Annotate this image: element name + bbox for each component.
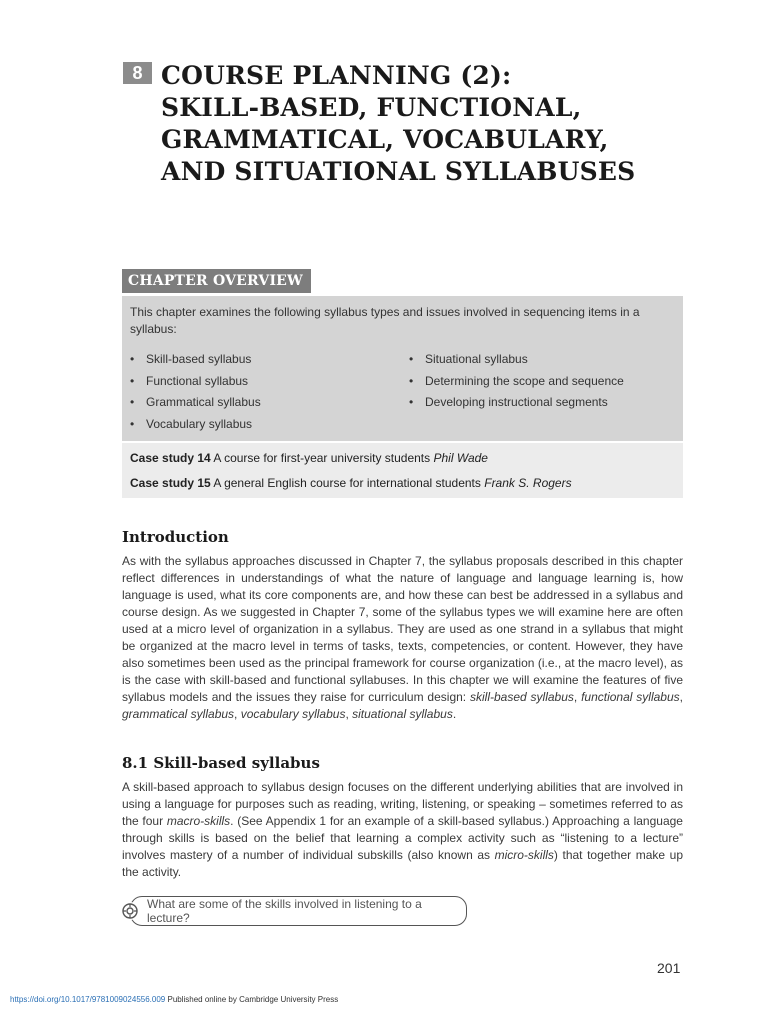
overview-intro: This chapter examines the following syllabus types and issues involved in sequencing items in a syllabus: bbox=[130, 305, 640, 336]
chapter-title-line: COURSE PLANNING (2): bbox=[161, 61, 512, 90]
case-study-label: Case study 15 bbox=[130, 476, 211, 490]
list-item: • Skill-based syllabus bbox=[130, 352, 252, 366]
case-study-author: Phil Wade bbox=[433, 451, 488, 465]
list-item: • Vocabulary syllabus bbox=[130, 416, 253, 431]
bullet-icon: • bbox=[409, 395, 414, 409]
term: micro-skills bbox=[494, 848, 554, 862]
case-study-row bbox=[130, 475, 675, 500]
chapter-number: 8 bbox=[123, 62, 152, 84]
bullet-icon: • bbox=[130, 352, 135, 366]
bullet-icon: • bbox=[130, 395, 135, 409]
page-number: 201 bbox=[657, 960, 681, 976]
case-studies-box bbox=[122, 443, 683, 498]
case-study-text: A general English course for international students bbox=[213, 476, 481, 490]
doi-link[interactable]: https://doi.org/10.1017/9781009024556.009 bbox=[10, 995, 166, 1004]
syllabus-term: skill-based syllabus bbox=[469, 690, 574, 704]
chapter-overview-label: CHAPTER OVERVIEW bbox=[122, 269, 311, 293]
introduction-body: As with the syllabus approaches discussed in Chapter 7, the syllabus proposals described in this chapter reflect differences in understandings of what the nature of language and language learning is, how language is used, what its core components are, and how these can best be addressed in a syllabus and course design. As we suggested in Chapter 7, some of the syllabus types we will examine here are often used at a micro level of organization in a syllabus. They are used as one strand in a syllabus that might be organized at the macro level in terms of tasks, texts, competencies, or content. However, they have also sometimes been used as the principal framework for course organization (i.e., at the macro level), as is the case with skill-based and functional syllabuses. In this chapter we will examine the features of five syllabus models and the issues they raise for curriculum design: skill-based syllabus, functional syllabus, grammatical syllabus, vocabulary syllabus, situational syllabus. bbox=[122, 554, 683, 721]
bullet-icon: • bbox=[130, 373, 135, 388]
bullet-icon: • bbox=[409, 352, 414, 366]
section-8-1-heading: 8.1 Skill-based syllabus bbox=[122, 754, 320, 772]
chapter-title bbox=[161, 60, 721, 188]
bullet-icon: • bbox=[409, 373, 414, 388]
list-item: • Functional syllabus bbox=[130, 373, 249, 388]
syllabus-term: vocabulary syllabus bbox=[240, 707, 346, 721]
introduction-heading: Introduction bbox=[122, 528, 229, 546]
list-item: • Determining the scope and sequence bbox=[409, 373, 624, 388]
chapter-title-line: SKILL-BASED, FUNCTIONAL, bbox=[161, 93, 582, 122]
discussion-icon bbox=[121, 902, 139, 920]
overview-bullets-left bbox=[130, 351, 261, 437]
reflection-question-text: What are some of the skills involved in listening to a lecture? bbox=[147, 897, 422, 925]
chapter-overview-box bbox=[122, 296, 683, 441]
chapter-title-line: GRAMMATICAL, VOCABULARY, bbox=[161, 125, 609, 154]
footer bbox=[10, 995, 338, 1004]
list-item: • Developing instructional segments bbox=[409, 395, 608, 409]
list-item: • Situational syllabus bbox=[409, 352, 528, 366]
section-8-1-body: A skill-based approach to syllabus design focuses on the different underlying abilities that are involved in using a language for purposes such as reading, writing, listening, or speaking – sometimes referred to as the four macro-skills. (See Appendix 1 for an example of a skill-based syllabus.) Approaching a language through skills is based on the belief that learning a complex activity such as “listening to a lecture” involves mastery of a number of individual subskills (also known as micro-skills) that together make up the activity. bbox=[122, 780, 683, 879]
footer-text: Published online by Cambridge University Press bbox=[167, 995, 339, 1004]
syllabus-term: situational syllabus bbox=[352, 707, 453, 721]
syllabus-term: grammatical syllabus bbox=[122, 707, 235, 721]
case-study-row bbox=[130, 450, 675, 475]
bullet-icon: • bbox=[130, 416, 135, 431]
overview-bullets-right bbox=[409, 351, 624, 416]
case-study-label: Case study 14 bbox=[130, 451, 211, 465]
term: macro-skills bbox=[166, 814, 231, 828]
chapter-title-line: AND SITUATIONAL SYLLABUSES bbox=[161, 157, 636, 186]
syllabus-term: functional syllabus bbox=[581, 690, 680, 704]
reflection-question-box bbox=[130, 896, 467, 926]
case-study-text: A course for first-year university students bbox=[213, 451, 431, 465]
case-study-author: Frank S. Rogers bbox=[484, 476, 572, 490]
list-item: • Grammatical syllabus bbox=[130, 395, 261, 409]
